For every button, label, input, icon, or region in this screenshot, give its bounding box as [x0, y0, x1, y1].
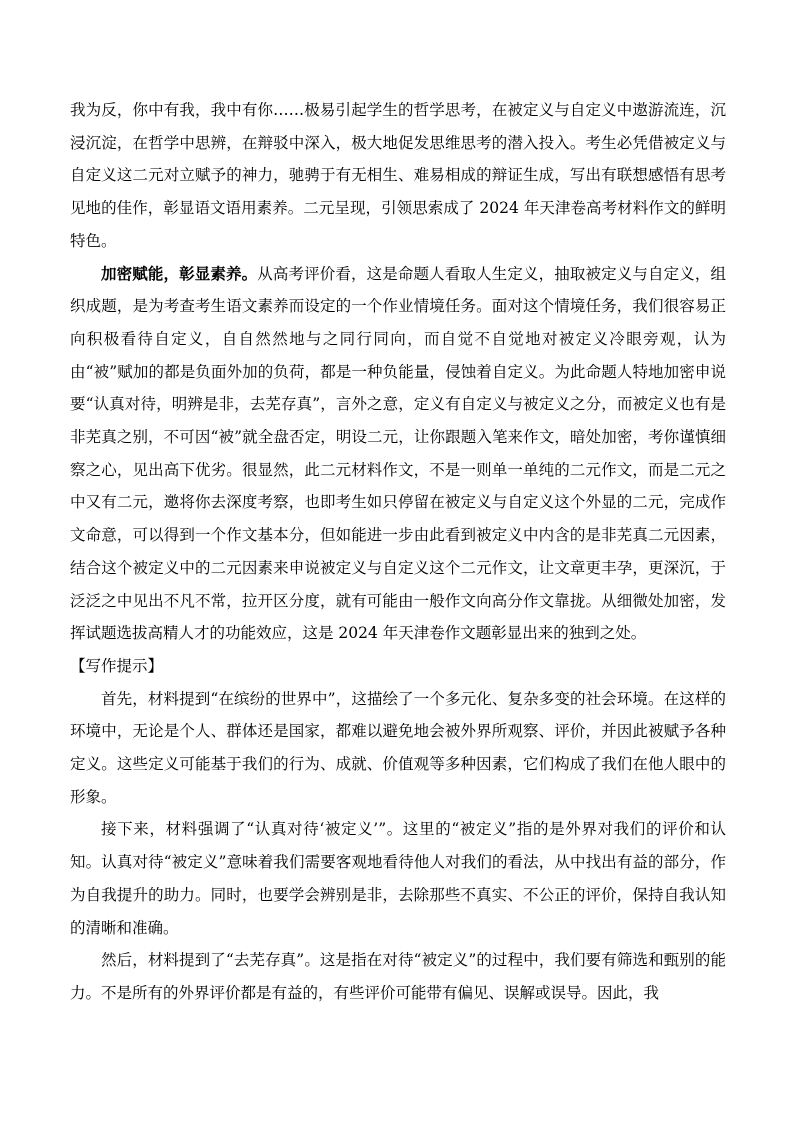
paragraph-body: 从高考评价看，这是命题人看取人生定义，抽取被定义与自定义，组织成题，是为考查考生语文素养而设定的一个作业情境任务。面对这个情境任务，我们很容易正向积极看待自定义，自自然然地与之同行同向，而自觉不自觉地对被定义冷眼旁观，认为由“被”赋加的都是负面外加的负荷，都是一种负能量，侵蚀着自定义。为此命题人特地加密申说要“认真对待，明辨是非，去芜存真”，言外之意，定义有自定义与被定义之分，而被定义也有是非芜真之别，不可因“被”就全盘否定，明设二元，让你跟题入笔来作文，暗处加密，考你谨慎细察之心，见出高下优劣。很显然，此二元材料作文，不是一则单一单纯的二元作文，而是二元之中又有二元，邀将你去深度考察，也即考生如只停留在被定义与自定义这个外显的二元，完成作文命意，可以得到一个作文基本分，但如能进一步由此看到被定义中内含的是非芜真二元因素，结合这个被定义中的二元因素来申说被定义与自定义这个二元作文，让文章更丰孕，更深沉，于泛泛之中见出不凡不常，拉开区分度，就有可能由一般作文向高分作文靠拢。从细微处加密，发挥试题选拔高精人才的功能效应，这是 2024 年天津卷作文题彰显出来的独到之处。 — [70, 264, 726, 643]
tip-paragraph-first: 首先，材料提到“在缤纷的世界中”，这描绘了一个多元化、复杂多变的社会环境。在这样的环境中，无论是个人、群体还是国家，都难以避免地会被外界所观察、评价，并因此被赋予各种定义。这些定义可能基于我们的行为、成就、价值观等多种因素，它们构成了我们在他人眼中的形象。 — [70, 689, 726, 806]
tip-paragraph-next: 接下来，材料强调了“认真对待‘被定义’”。这里的“被定义”指的是外界对我们的评价和认知。认真对待“被定义”意味着我们需要客观地看待他人对我们的看法，从中找出有益的部分，作为自我提升的助力。同时，也要学会辨别是非，去除那些不真实、不公正的评价，保持自我认知的清晰和准确。 — [70, 820, 726, 937]
tip-paragraph-then: 然后，材料提到了“去芜存真”。这是指在对待“被定义”的过程中，我们要有筛选和甄别的能力。不是所有的外界评价都是有益的，有些评价可能带有偏见、误解或误导。因此，我 — [70, 951, 726, 1002]
paragraph-encryption — [70, 258, 726, 650]
paragraph-continuation: 我为反，你中有我，我中有你……极易引起学生的哲学思考，在被定义与自定义中遨游流连，沉浸沉淀，在哲学中思辨，在辩驳中深入，极大地促发思维思考的潜入投入。考生必凭借被定义与自定义这二元对立赋予的神力，驰骋于有无相生、难易相成的辩证生成，写出有联想感悟有思考见地的佳作，彰显语文语用素养。二元呈现，引领思索成了 2024 年天津卷高考材料作文的鲜明特色。 — [70, 101, 726, 250]
section-heading: 【写作提示】 — [70, 656, 164, 675]
paragraph-lead-bold: 加密赋能，彰显素养。 — [101, 263, 258, 283]
document-page — [70, 94, 726, 1010]
